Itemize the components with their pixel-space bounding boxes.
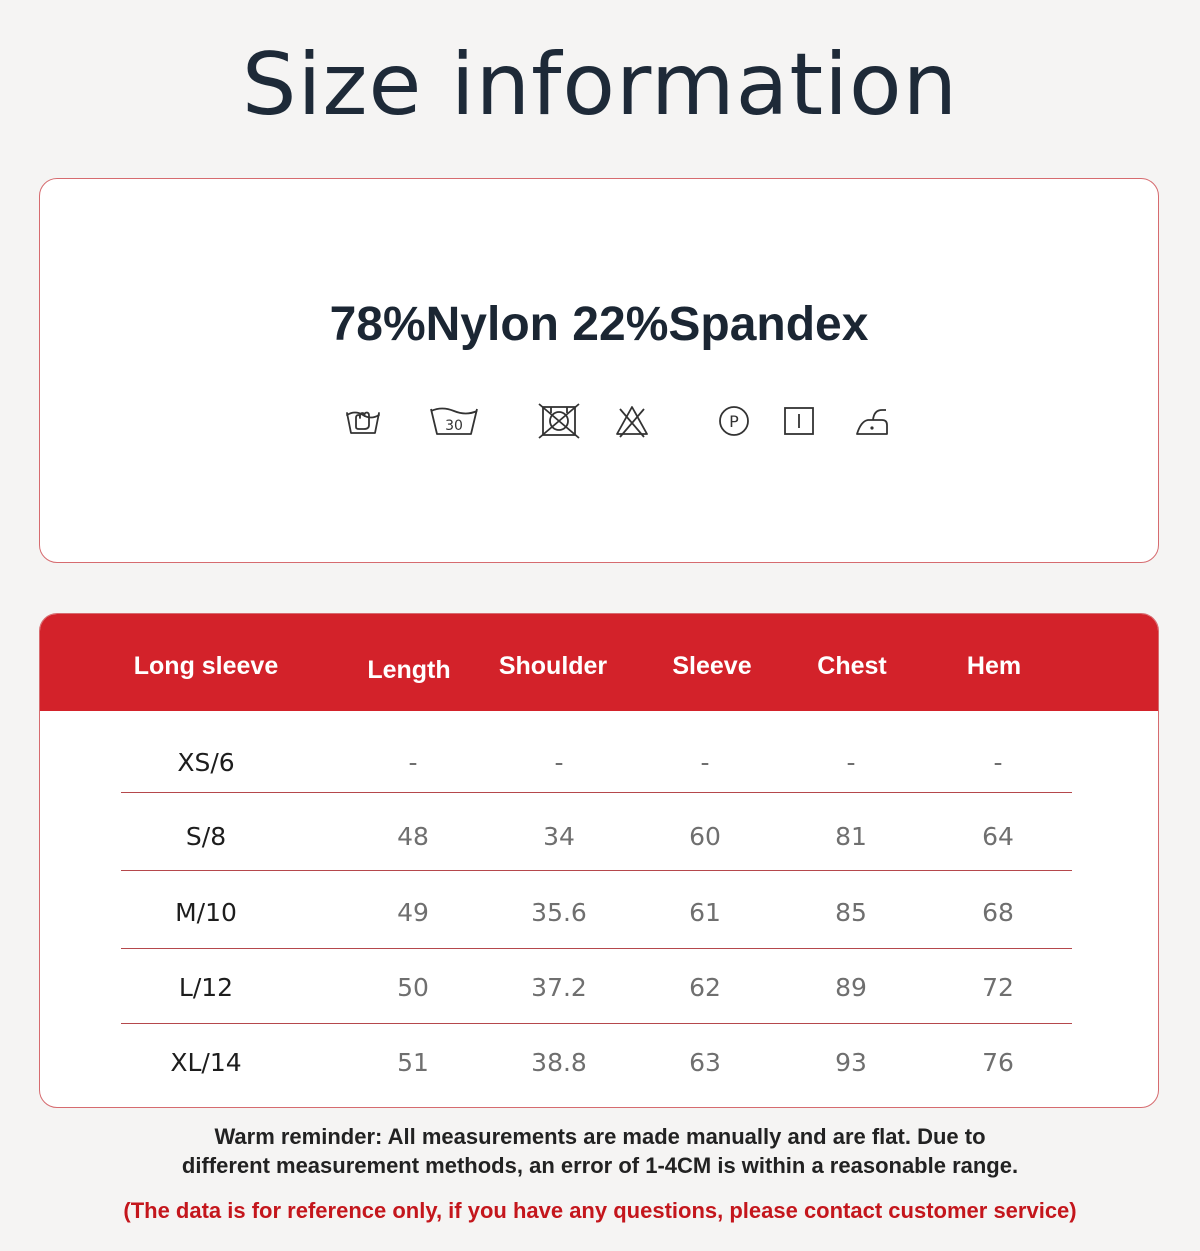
machine-wash-30-icon: [428, 401, 480, 441]
header-length: Length: [367, 656, 451, 684]
sleeve-cell: 60: [689, 822, 721, 851]
size-cell: M/10: [175, 898, 237, 927]
shoulder-cell: 34: [543, 822, 575, 851]
hem-cell: 68: [982, 898, 1014, 927]
chest-cell: -: [846, 748, 856, 777]
size-cell: L/12: [178, 973, 234, 1002]
table-row: [40, 1024, 1158, 1099]
do-not-tumble-dry-icon: [536, 401, 582, 441]
reference-notice: (The data is for reference only, if you have any questions, please contact customer service): [123, 1198, 1077, 1223]
sleeve-cell: 61: [689, 898, 721, 927]
size-cell: S/8: [185, 822, 227, 851]
table-header: [40, 614, 1158, 711]
hem-cell: 76: [982, 1048, 1014, 1077]
reminder-line-2: different measurement methods, an error of 1-4CM is within a reasonable range.: [181, 1153, 1019, 1178]
header-shoulder: Shoulder: [498, 652, 608, 680]
fabric-card: [39, 178, 1159, 563]
length-cell: 50: [397, 973, 429, 1002]
header-hem: Hem: [966, 652, 1022, 680]
warm-reminder: [0, 1122, 1200, 1180]
shoulder-cell: -: [554, 748, 564, 777]
row-divider: [121, 870, 1072, 871]
chest-cell: 85: [835, 898, 867, 927]
sleeve-cell: 62: [689, 973, 721, 1002]
reminder-line-1: Warm reminder: All measurements are made manually and are flat. Due to: [214, 1124, 986, 1149]
size-cell: XL/14: [170, 1048, 242, 1077]
hem-cell: 64: [982, 822, 1014, 851]
hand-wash-icon: [343, 401, 383, 441]
row-divider: [121, 792, 1072, 793]
header-sleeve: Sleeve: [672, 652, 752, 680]
hem-cell: -: [993, 748, 1003, 777]
length-cell: -: [408, 748, 418, 777]
size-cell: XS/6: [177, 748, 235, 777]
shoulder-cell: 35.6: [531, 898, 587, 927]
length-cell: 49: [397, 898, 429, 927]
length-cell: 48: [397, 822, 429, 851]
care-icons-row: [40, 401, 1158, 441]
chest-cell: 93: [835, 1048, 867, 1077]
header-chest: Chest: [817, 652, 887, 680]
table-row: [40, 798, 1158, 873]
do-not-bleach-icon: [612, 401, 652, 441]
shoulder-cell: 38.8: [531, 1048, 587, 1077]
hem-cell: 72: [982, 973, 1014, 1002]
iron-low-heat-icon: [852, 401, 892, 441]
table-row: [40, 724, 1158, 799]
chest-cell: 81: [835, 822, 867, 851]
chest-cell: 89: [835, 973, 867, 1002]
table-row: [40, 949, 1158, 1024]
dry-clean-letter: P: [729, 412, 739, 431]
page-title: Size information: [241, 35, 959, 135]
sleeve-cell: -: [700, 748, 710, 777]
length-cell: 51: [397, 1048, 429, 1077]
wash-temp-label: 30: [445, 418, 463, 434]
header-long-sleeve: Long sleeve: [133, 652, 279, 680]
sleeve-cell: 63: [689, 1048, 721, 1077]
fabric-composition: 78%Nylon 22%Spandex: [329, 298, 869, 351]
line-dry-icon: [779, 401, 819, 441]
size-table: [39, 613, 1159, 1108]
professional-dry-clean-p-icon: [714, 401, 754, 441]
table-row: [40, 874, 1158, 949]
shoulder-cell: 37.2: [531, 973, 587, 1002]
